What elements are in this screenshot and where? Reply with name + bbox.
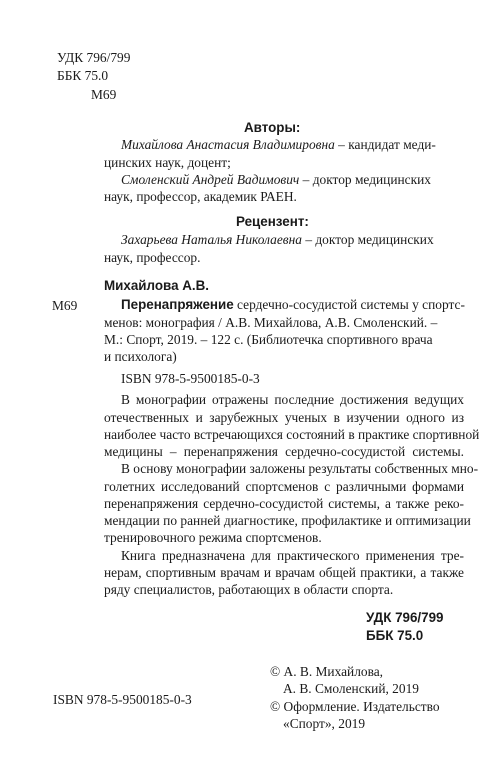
entry-isbn: ISBN 978-5-9500185-0-3 [121, 371, 260, 386]
copyright-authors-line-2: А. В. Смоленский, 2019 [283, 681, 419, 696]
copyright-authors-line-1: © А. В. Михайлова, [270, 664, 384, 679]
reviewer-line-1 [121, 231, 434, 248]
udk-bottom: УДК 796/799 [366, 610, 444, 625]
reviewer-line-2: наук, профессор. [104, 250, 201, 265]
author-1-name: Михайлова Анастасия Владимировна [121, 137, 335, 152]
bottom-isbn: ISBN 978-5-9500185-0-3 [53, 692, 192, 707]
entry-title-line-1 [121, 296, 465, 313]
abstract-line: В основу монографии заложены результаты собственных мно- [121, 461, 479, 476]
copyright-design-line-1: © Оформление. Издательство [270, 699, 440, 714]
author-1-title: – кандидат меди- [334, 137, 436, 152]
entry-title-rest: сердечно-сосудистой системы у спортс- [233, 297, 465, 312]
entry-title-line-3: М.: Спорт, 2019. – 122 с. (Библиотечка спортивного врача [104, 332, 433, 347]
abstract-line: перенапряжения сердечно-сосудистой системы, а также реко- [104, 496, 464, 511]
bbk-top: ББК 75.0 [57, 68, 109, 83]
abstract-line: голетних исследований спортсменов с различными формами [104, 479, 464, 494]
abstract-line: Книга предназначена для практического применения тре- [121, 548, 464, 563]
reviewer-heading: Рецензент: [236, 214, 309, 229]
author-1-line-2: цинских наук, доцент; [104, 155, 231, 170]
entry-title-line-4: и психолога) [104, 349, 177, 364]
entry-title-bold: Перенапряжение [121, 297, 234, 312]
reviewer-title: – доктор медицинских [301, 232, 434, 247]
copyright-design-line-2: «Спорт», 2019 [283, 716, 366, 731]
author-2-name: Смоленский Андрей Вадимович [121, 172, 300, 187]
reviewer-name: Захарьева Наталья Николаевна [121, 232, 302, 247]
entry-title-line-2: менов: монография / А.В. Михайлова, А.В. Смоленский. – [104, 315, 438, 330]
abstract-line: отечественных и зарубежных ученых в изучении одного из [104, 410, 464, 425]
abstract-line: тренировочного режима спортсменов. [104, 530, 322, 545]
author-2-line-2: наук, профессор, академик РАЕН. [104, 189, 297, 204]
author-2-title: – доктор медицинских [299, 172, 431, 187]
abstract-line: медицины – перенапряжения сердечно-сосудистой системы. [104, 444, 464, 459]
author-2-line-1 [121, 171, 431, 188]
abstract-line: наиболее часто встречающихся состояний в практике спортивной [104, 427, 480, 442]
bbk-bottom: ББК 75.0 [366, 628, 424, 643]
abstract-line: В монографии отражены последние достижения ведущих [121, 392, 464, 407]
authors-heading: Авторы: [244, 120, 301, 135]
udk-top: УДК 796/799 [57, 50, 131, 65]
author-mark-top: М69 [91, 87, 117, 102]
author-1-line-1 [121, 136, 436, 153]
entry-author-mark: М69 [52, 298, 78, 313]
abstract-line: ряду специалистов, работающих в области спорта. [104, 582, 394, 597]
entry-author-heading: Михайлова А.В. [104, 278, 210, 293]
abstract-line: нерам, спортивным врачам и врачам общей практики, а также [104, 565, 464, 580]
abstract-line: мендации по ранней диагностике, профилактике и оптимизации [104, 513, 471, 528]
